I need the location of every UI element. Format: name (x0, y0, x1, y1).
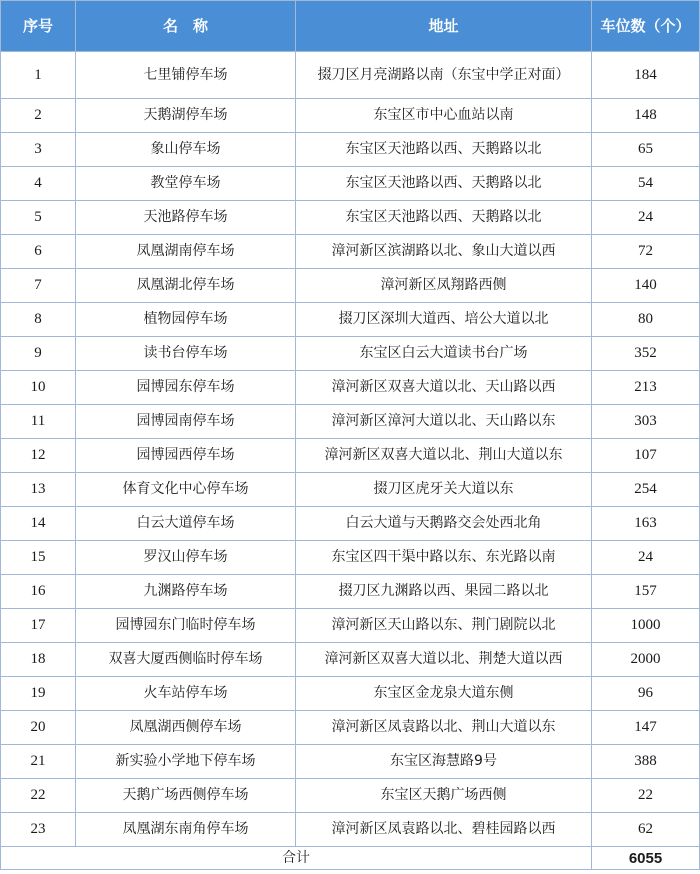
row-address-cell: 东宝区金龙泉大道东侧 (296, 677, 592, 711)
row-index-cell: 15 (1, 541, 76, 575)
row-index-cell: 9 (1, 337, 76, 371)
row-name-cell: 天鹅广场西侧停车场 (76, 779, 296, 813)
row-index-cell: 23 (1, 813, 76, 847)
row-address-cell: 漳河新区凤袁路以北、碧桂园路以西 (296, 813, 592, 847)
header-name: 名 称 (76, 1, 296, 52)
row-spaces-cell: 1000 (592, 609, 700, 643)
row-spaces-cell: 254 (592, 473, 700, 507)
table-row (1, 609, 700, 643)
row-spaces-cell: 72 (592, 235, 700, 269)
table-row (1, 473, 700, 507)
table-header (1, 1, 700, 52)
row-spaces-cell: 148 (592, 99, 700, 133)
row-address-cell: 漳河新区滨湖路以北、象山大道以西 (296, 235, 592, 269)
row-spaces-cell: 24 (592, 201, 700, 235)
row-index-cell: 21 (1, 745, 76, 779)
row-index-cell: 7 (1, 269, 76, 303)
row-spaces-cell: 303 (592, 405, 700, 439)
row-spaces-cell: 147 (592, 711, 700, 745)
row-address-cell: 漳河新区凤翔路西侧 (296, 269, 592, 303)
row-name-cell: 火车站停车场 (76, 677, 296, 711)
row-name-cell: 双喜大厦西侧临时停车场 (76, 643, 296, 677)
row-index-cell: 1 (1, 52, 76, 99)
row-index-cell: 14 (1, 507, 76, 541)
row-name-cell: 七里铺停车场 (76, 52, 296, 99)
row-address-cell: 漳河新区凤袁路以北、荆山大道以东 (296, 711, 592, 745)
table-row (1, 337, 700, 371)
row-name-cell: 园博园东门临时停车场 (76, 609, 296, 643)
table-row (1, 235, 700, 269)
row-spaces-cell: 22 (592, 779, 700, 813)
row-index-cell: 10 (1, 371, 76, 405)
row-address-cell: 掇刀区九渊路以西、果园二路以北 (296, 575, 592, 609)
row-index-cell: 11 (1, 405, 76, 439)
table-row (1, 303, 700, 337)
row-name-cell: 天鹅湖停车场 (76, 99, 296, 133)
table-row (1, 167, 700, 201)
row-address-cell: 白云大道与天鹅路交会处西北角 (296, 507, 592, 541)
table-row (1, 541, 700, 575)
table-row (1, 269, 700, 303)
row-spaces-cell: 213 (592, 371, 700, 405)
row-index-cell: 12 (1, 439, 76, 473)
row-index-cell: 18 (1, 643, 76, 677)
row-address-cell: 掇刀区月亮湖路以南（东宝中学正对面） (296, 52, 592, 99)
table-row (1, 779, 700, 813)
row-spaces-cell: 80 (592, 303, 700, 337)
row-address-cell: 东宝区天鹅广场西侧 (296, 779, 592, 813)
table-row (1, 52, 700, 99)
row-name-cell: 读书台停车场 (76, 337, 296, 371)
row-index-cell: 22 (1, 779, 76, 813)
header-address: 地址 (296, 1, 592, 52)
table-row (1, 99, 700, 133)
row-address-cell: 东宝区白云大道读书台广场 (296, 337, 592, 371)
row-address-cell: 漳河新区天山路以东、荆门剧院以北 (296, 609, 592, 643)
row-address-cell: 东宝区天池路以西、天鹅路以北 (296, 133, 592, 167)
table-row (1, 575, 700, 609)
row-spaces-cell: 107 (592, 439, 700, 473)
row-index-cell: 13 (1, 473, 76, 507)
row-name-cell: 园博园南停车场 (76, 405, 296, 439)
table-row (1, 745, 700, 779)
row-spaces-cell: 184 (592, 52, 700, 99)
header-spaces: 车位数（个） (592, 1, 700, 52)
row-index-cell: 16 (1, 575, 76, 609)
row-name-cell: 体育文化中心停车场 (76, 473, 296, 507)
row-address-cell: 东宝区天池路以西、天鹅路以北 (296, 201, 592, 235)
header-index: 序号 (1, 1, 76, 52)
table-row (1, 643, 700, 677)
row-name-cell: 凤凰湖西侧停车场 (76, 711, 296, 745)
row-spaces-cell: 24 (592, 541, 700, 575)
total-label: 合计 (1, 847, 592, 870)
row-name-cell: 白云大道停车场 (76, 507, 296, 541)
row-spaces-cell: 2000 (592, 643, 700, 677)
row-name-cell: 园博园西停车场 (76, 439, 296, 473)
table-row (1, 813, 700, 847)
table-row (1, 507, 700, 541)
row-name-cell: 凤凰湖南停车场 (76, 235, 296, 269)
row-index-cell: 3 (1, 133, 76, 167)
table-row (1, 711, 700, 745)
row-name-cell: 九渊路停车场 (76, 575, 296, 609)
row-spaces-cell: 65 (592, 133, 700, 167)
row-spaces-cell: 352 (592, 337, 700, 371)
table-row (1, 371, 700, 405)
row-address-cell: 掇刀区虎牙关大道以东 (296, 473, 592, 507)
table-row (1, 133, 700, 167)
row-address-cell: 东宝区市中心血站以南 (296, 99, 592, 133)
row-index-cell: 5 (1, 201, 76, 235)
row-address-cell: 漳河新区双喜大道以北、荆山大道以东 (296, 439, 592, 473)
row-index-cell: 19 (1, 677, 76, 711)
row-index-cell: 8 (1, 303, 76, 337)
row-spaces-cell: 163 (592, 507, 700, 541)
table-row (1, 677, 700, 711)
row-name-cell: 罗汉山停车场 (76, 541, 296, 575)
row-spaces-cell: 62 (592, 813, 700, 847)
row-name-cell: 园博园东停车场 (76, 371, 296, 405)
row-address-cell: 东宝区四干渠中路以东、东光路以南 (296, 541, 592, 575)
row-address-cell: 漳河新区双喜大道以北、荆楚大道以西 (296, 643, 592, 677)
row-name-cell: 凤凰湖北停车场 (76, 269, 296, 303)
row-address-cell: 东宝区天池路以西、天鹅路以北 (296, 167, 592, 201)
row-index-cell: 6 (1, 235, 76, 269)
table-row (1, 201, 700, 235)
row-address-cell: 漳河新区双喜大道以北、天山路以西 (296, 371, 592, 405)
total-spaces: 6055 (592, 847, 700, 870)
row-name-cell: 天池路停车场 (76, 201, 296, 235)
row-address-cell: 漳河新区漳河大道以北、天山路以东 (296, 405, 592, 439)
table-body (1, 52, 700, 870)
row-spaces-cell: 388 (592, 745, 700, 779)
row-index-cell: 20 (1, 711, 76, 745)
row-name-cell: 象山停车场 (76, 133, 296, 167)
row-spaces-cell: 54 (592, 167, 700, 201)
row-name-cell: 新实验小学地下停车场 (76, 745, 296, 779)
row-index-cell: 2 (1, 99, 76, 133)
row-address-cell: 东宝区海慧路9号 (296, 745, 592, 779)
row-name-cell: 教堂停车场 (76, 167, 296, 201)
row-index-cell: 17 (1, 609, 76, 643)
row-name-cell: 植物园停车场 (76, 303, 296, 337)
table-row (1, 439, 700, 473)
row-spaces-cell: 96 (592, 677, 700, 711)
row-address-cell: 掇刀区深圳大道西、培公大道以北 (296, 303, 592, 337)
row-name-cell: 凤凰湖东南角停车场 (76, 813, 296, 847)
row-index-cell: 4 (1, 167, 76, 201)
row-spaces-cell: 157 (592, 575, 700, 609)
header-row (1, 1, 700, 52)
total-row (1, 847, 700, 870)
row-spaces-cell: 140 (592, 269, 700, 303)
table-row (1, 405, 700, 439)
